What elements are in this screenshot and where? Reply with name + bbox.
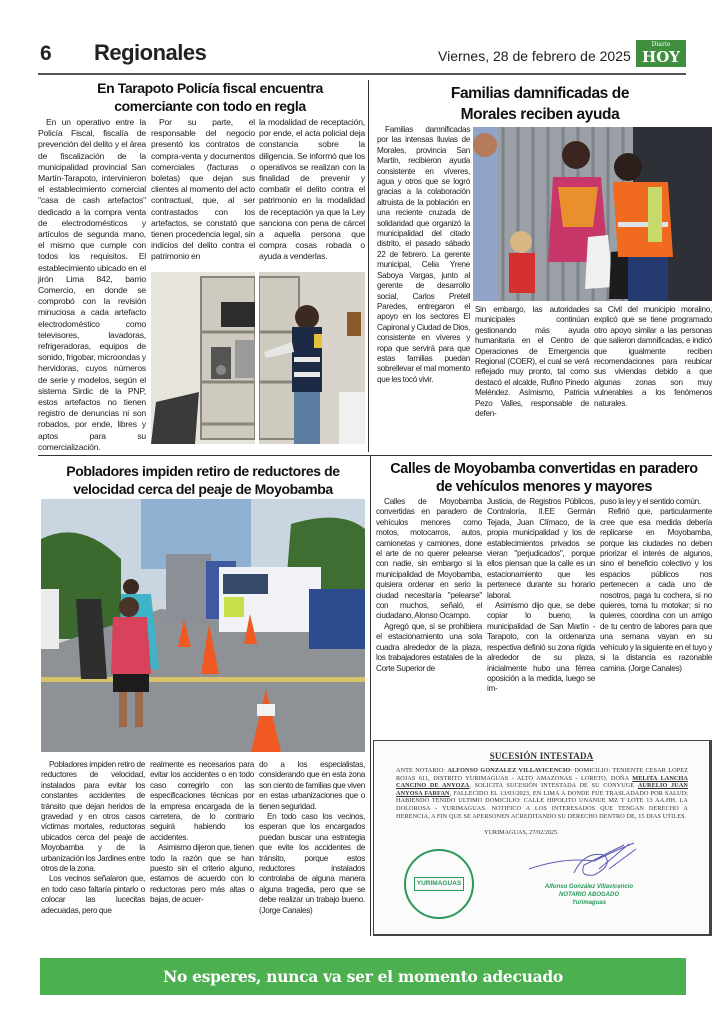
- title-line: comerciante con todo en regla: [114, 98, 306, 114]
- notice-text: , SOLICITA SUCESIÓN INTESTADA DE SU CONYUGE: [469, 782, 638, 790]
- paragraph: Refirió que, particularmente cree que esa medida debería replicarse en Moyobamba, porque las ciudades no deben priorizar el interés de algunos, sino el beneficio colectivo y los espacios públicos nos pertenecen a cada uno de nosotros, paga tu cochera, si no quieres, toma tu motokar; si no quieres, coordina con un amigo de tu centro de labores para que una semana vayan en su vehículo y la siguiente en el tuyo y si la distancia es razonable camina. (Jorge Canales): [600, 507, 712, 673]
- article-column: [594, 305, 712, 409]
- article-title-tarapoto: [60, 79, 360, 115]
- logo-big-text: HOY: [642, 48, 680, 66]
- logo-small-text: Diario: [651, 41, 671, 48]
- paragraph: puso la ley y el sentido común.: [600, 497, 701, 506]
- title-line: de vehículos menores y mayores: [435, 479, 653, 495]
- paragraph: Calles de Moyobamba convertidas en paradero de vehículos menores como motos, motocarros, autos, camionetas y camiones, done el arte de no querer pelearse con nadie, sin embargo si la municipalidad de Moyobamba, quisiera ordenar en serio la ciudad necesitaría "pelearse" con muchos, señaló, el ciudadano, Alonso Ocampo.: [376, 497, 482, 621]
- title-line: Calles de Moyobamba convertidas en paradero: [390, 461, 698, 477]
- article-column: [487, 497, 595, 695]
- legal-notice: [373, 740, 712, 936]
- title-line: Pobladores impiden retiro de reductores de: [66, 463, 340, 479]
- notice-text: : DOMICILIO: TENIENTE CESAR LOPEZ ROJAS 611, DISTRITO YURIMAGUAS - ALTO AMAZONAS - LORETO, DOÑA: [396, 767, 688, 782]
- photo-illustration: [41, 499, 365, 752]
- paragraph: En todo caso los vecinos, esperan que los encargados puedan buscar una estrategia que evite los accidentes de tránsito, porque estos reductores instalados controlaba de alguna manera alguna tragedia, pero que se debe realizar un trabajo bueno. (Jorge Canales): [259, 812, 365, 915]
- photo-road-cones: [41, 499, 365, 752]
- notice-body: [396, 767, 688, 820]
- article-column: [259, 117, 365, 263]
- stamp-text: YURIMAGUAS: [414, 877, 464, 891]
- title-line: En Tarapoto Policía fiscal encuentra: [97, 80, 323, 96]
- article-column: [41, 760, 145, 916]
- article-column: [600, 497, 712, 674]
- signature-name: Alfonso González Villavicencio: [544, 884, 634, 890]
- paragraph: Justicia, de Registros Públicos, Contraloría, II.EE Germán Tejada, Juan Clímaco, de la propia municipalidad y los de establecimientos privados se vieran "perjudicados", porque ellos piensan que la calle es un estacionamiento que les pertenece durante su horario laboral.: [487, 497, 595, 600]
- article-column: [377, 125, 470, 385]
- notice-text: ANTE NOTARIO:: [396, 767, 448, 774]
- newspaper-logo: [636, 40, 686, 67]
- section-divider: [38, 455, 712, 456]
- photo-family-aid: [473, 127, 712, 301]
- article-title-morales: [390, 83, 690, 125]
- photo-illustration: [259, 272, 365, 444]
- column-divider-top: [368, 80, 369, 452]
- paragraph: Familias damnificadas por las intensas lluvias de Morales, provincia San Martín, recibieron ayuda consistente en víveres, agua y otros que se logró gracias a la colaboración altruista de la población en una reciente cruzada de solidaridad que organizó la municipalidad del citado distrito, el pasado sábado 22 de febrero. La gerente municipal, Celia Yrene Saboya Vargas, junto al gerente de desarrollo social, Carlos Pretell Paredes, entregaron el apoyo en los sectores El Capironal y Ciudad de Dios, consistente en víveres y ropa que servirá para que estas familias puedan sobrellevar el mal momento que les tocó vivir.: [377, 125, 470, 384]
- notice-text: , FALLECIDO EL 13/03/2023, EN LIMA A DONDE FUE TRASLADADO POR SALUD; HABIENDO TENIDO ULTIMO DOMICILIO: CALLE HIPOLITO UNANUE MZ T LOTE 13 AA.HH. LA DOLOROSA - YURIMAGUAS. NOTIFICO A LOS INTERESADOS QUE TENGAN DERECHO A HERENCIA, A FIN QUE SE APERSONEN ACREDITANDO SU DERECHO DENTRO DE, 15 DIAS UTILES.: [396, 789, 688, 820]
- article-column: [259, 760, 365, 916]
- photo-police-inspection: [151, 272, 255, 444]
- section-title: Regionales: [94, 40, 207, 65]
- paragraph: Asimismo dijeron que, tienen todo la razón que se han puesto sin el criterio alguno, estamos de acuerdo con lo reductoras pero más altas o bajas, de acuer-: [150, 843, 254, 905]
- title-line: Familias damnificadas de: [450, 85, 630, 102]
- paragraph: Asimismo dijo que, se debe copiar lo bueno, la municipalidad de San Martín -Tarapoto, con la ordenanza respectiva definió su zona rígida alrededor de su plaza, inicialmente hubo una férrea oposición a la medida, luego se im-: [487, 601, 595, 694]
- notice-place-date: YURIMAGUAS, 27/02/2025.: [484, 829, 559, 836]
- title-line: velocidad cerca del peaje de Moyobamba: [73, 481, 333, 497]
- signature-mark: [524, 839, 644, 879]
- article-column: [38, 117, 146, 453]
- applicant-name: MELITA LANCHA CANCINO DE ANYOZA: [396, 774, 688, 790]
- article-column: [475, 305, 589, 419]
- photo-police-inspection-right: [259, 272, 365, 444]
- paragraph: realmente es necesarios para evitar los accidentes o en todo caso corregirlo con las especificaciones técnicas por la empresa encargada de la carretera, de lo contrario seguirá habiendo los accidentes.: [150, 760, 254, 842]
- column-divider-bottom: [370, 456, 371, 936]
- article-column: [376, 497, 482, 674]
- deceased-name: AURELIO JUAN ANYOSA FARFAN: [396, 782, 688, 797]
- signature-title: NOTARIO ABOGADO: [559, 892, 619, 898]
- header-rule: [38, 73, 686, 75]
- photo-illustration: [473, 127, 712, 301]
- notary-stamp: [404, 849, 474, 919]
- paragraph: Los vecinos señalaron que, en todo caso faltaría pintarlo o colocar las lucecitas adecuadas, pero que: [41, 874, 145, 915]
- paragraph: Por su parte, el responsable del negocio presentó los contratos de compra-venta y documentos comerciales (facturas o boletas) que dejan sus clientes al momento del acto contractual, que, al ser contrastados con los artefactos, se constató que tienen procedencia legal, sin indicios del delito contra el patrimonio en: [151, 117, 255, 262]
- article-column: [150, 760, 254, 906]
- paragraph: Sin embargo, las autoridades municipales continúan gestionando más ayuda humanitaria en el Centro de Operaciones de Emergencia Regional (COER), el cual se verá reflejado muy pronto, tal como destacó el alcalde, Rufino Pinedo Meléndez. Asímismo, Patricia Pezo Valles, responsable de defen-: [475, 305, 589, 419]
- paragraph: sa Civil del municipio moralino, explicó que se tiene programado otro apoyo similar a las personas que salieron damnificadas, e indicó que igualmente reciben recomendaciones para reubicar sus viviendas debido a que algunas zonas son muy vulnerables a los fenómenos naturales.: [594, 305, 712, 408]
- paragraph: la modalidad de receptación, por ende, el acta policial deja constancia sobre la diligencia. Se informó que los operativos se realizan con la finalidad de prevenir y combatir el delito contra el patrimonio en la modalidad de receptación ya que la Ley sanciona con pena de cárcel a aquella persona que compra cosas robada o ayuda a venderlas.: [259, 117, 365, 262]
- notice-title: SUCESIÓN INTESTADA: [489, 751, 594, 761]
- title-line: Morales reciben ayuda: [460, 106, 620, 123]
- page-number: 6: [40, 42, 52, 65]
- paragraph: Agregó que, si se prohibiera el estacionamiento una sola cuadra alrededor de la plaza, los trabajadores estatales de la Corte Superior de: [376, 621, 482, 673]
- photo-illustration: [151, 272, 255, 444]
- signature-city: Yurimaguas: [571, 900, 607, 906]
- paragraph: En un operativo entre la Policía Fiscal, fiscalía de prevención del delito y el área de fiscalización de la municipalidad provincial San Martín-Tarapoto, intervinieron el establecimiento comercial "casa de cash artefactos" dedicado a la compra venta de electrodomésticos y artículos de segunda mano, el mismo que cumple con todos los requisitos. El establecimiento ubicado en el jirón Lima 842, barrio Comercio, en donde se comprobó con la revisión minuciosa a cada artefacto electrodoméstico como televisores, lavadoras, refrigeradoras, equipos de sonido, frigobar, microondas y hervidoras, cuyos números de serie y modelos, según el sistema Sirdic de la PNP, estos artefactos no tienen registro de denuncias ni son robados, por ende, libres y aptos para su comercialización.: [38, 117, 146, 452]
- paragraph: Pobladores impiden retiro de reductores de velocidad, instalados para evitar los constantes accidentes de tránsito que dejan heridos de gravedad y en otros casos víctimas mortales, reductoras ubicados cerca del peaje de Moyobamba y de la urbanización los Jardines entre otros de la zona.: [41, 760, 145, 874]
- article-column: [151, 117, 255, 263]
- footer-banner: No esperes, nunca va ser el momento adecuado: [40, 958, 686, 995]
- article-title-moyobamba: [376, 460, 712, 496]
- article-title-reductores: [40, 462, 366, 498]
- notary-name: ALFONSO GONZALEZ VILLAVICENCIO: [447, 767, 571, 774]
- issue-date: Viernes, 28 de febrero de 2025: [438, 48, 631, 64]
- signature-block: [514, 883, 664, 907]
- paragraph: do a los especialistas, considerando que en esta zona son ciento de familias que viven en estas urbanizaciones que o tienen seguridad.: [259, 760, 365, 811]
